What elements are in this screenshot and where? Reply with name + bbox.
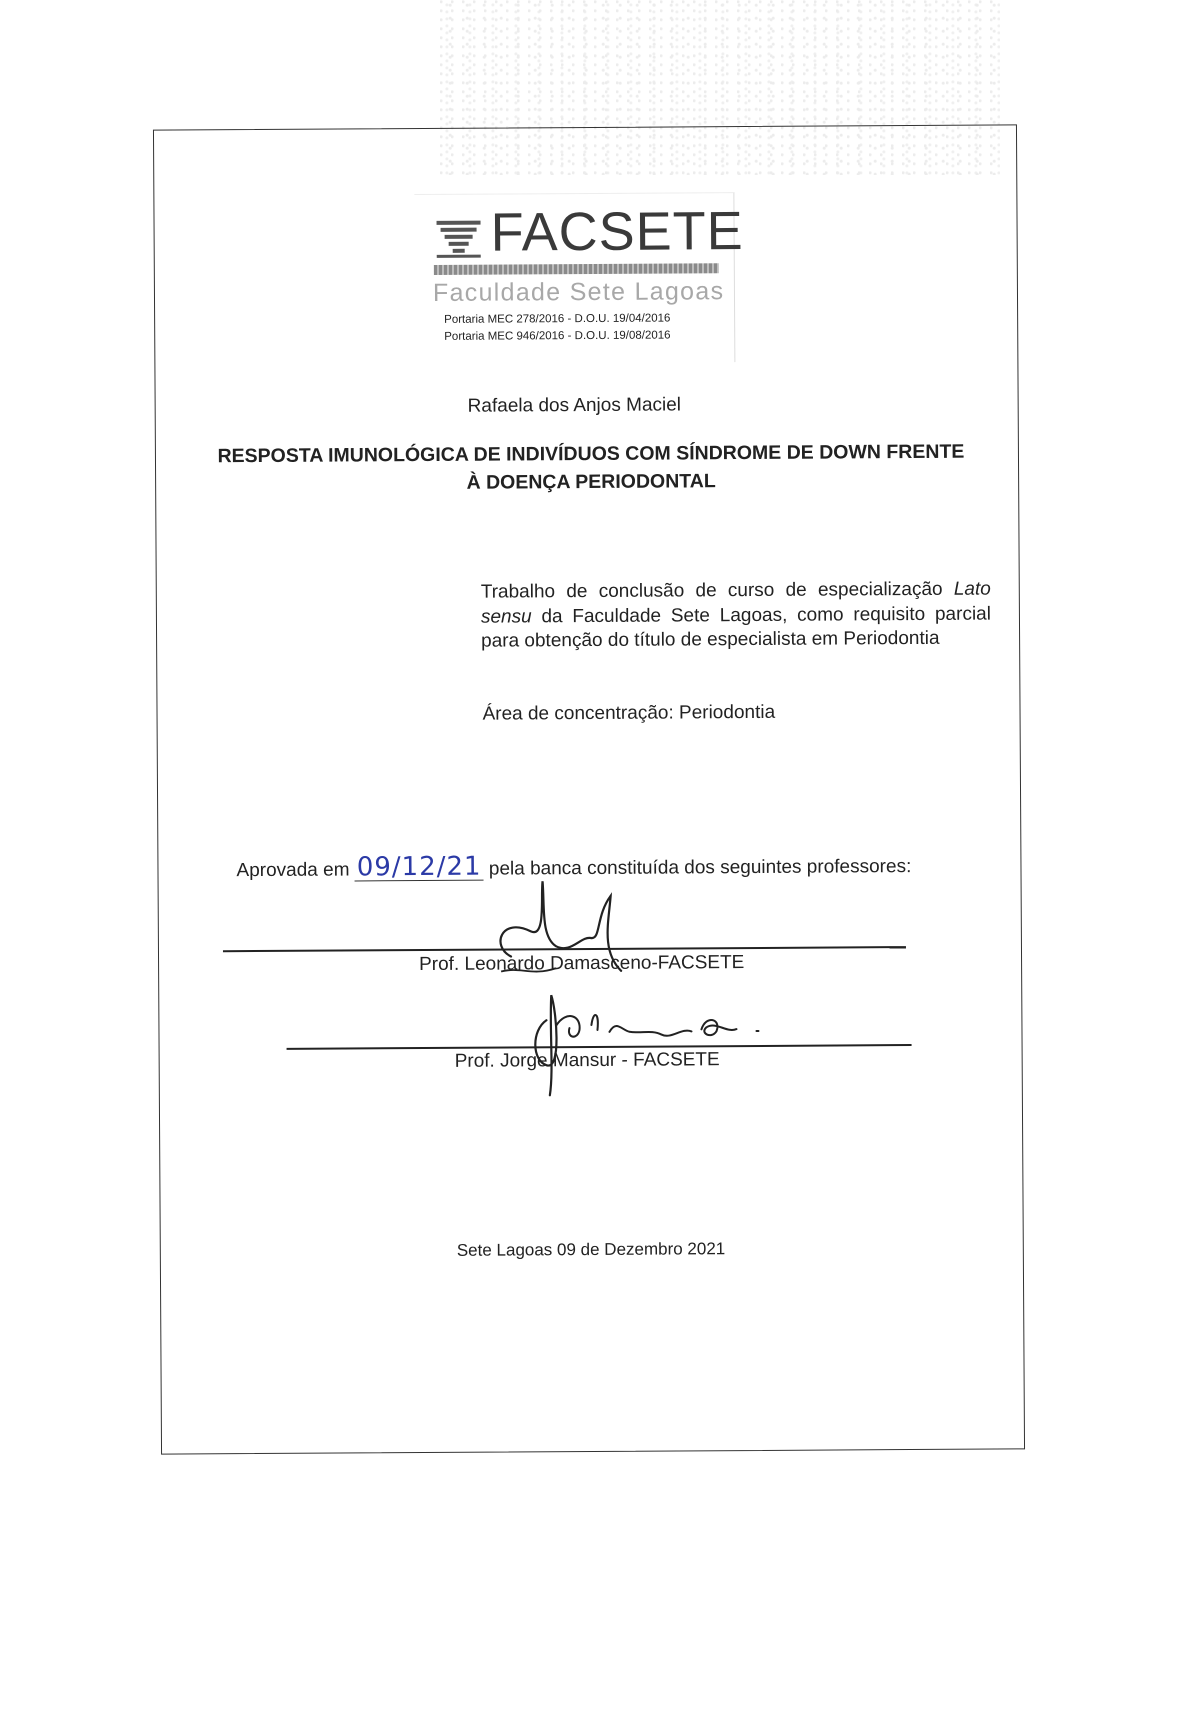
logo-subtitle: Faculdade Sete Lagoas — [432, 277, 725, 307]
author-name: Rafaela dos Anjos Maciel — [467, 394, 682, 417]
approval-prefix: Aprovada em — [236, 859, 350, 882]
handwritten-date: 09/12/21 — [356, 851, 482, 883]
description-text-2: da Faculdade Sete Lagoas, como requisito parcial para obtenção do título de especialista em Periodontia — [481, 603, 991, 653]
logo-wordmark: FACSETE — [490, 201, 744, 263]
description-text-1: Trabalho de conclusão de curso de especialização — [480, 578, 954, 603]
title-line-1: RESPOSTA IMUNOLÓGICA DE INDIVÍDUOS COM SÍNDROME DE DOWN FRENTE — [217, 440, 965, 468]
approval-suffix: pela banca constituída dos seguintes professores: — [488, 856, 912, 880]
signature-2-icon — [521, 989, 792, 1101]
concentration-area: Área de concentração: Periodontia — [482, 701, 776, 725]
portaria-line-2: Portaria MEC 946/2016 - D.O.U. 19/08/2016 — [444, 329, 671, 343]
title-line-2: À DOENÇA PERIODONTAL — [466, 470, 716, 495]
portaria-line-1: Portaria MEC 278/2016 - D.O.U. 19/04/2016 — [444, 312, 671, 326]
facsete-logo-icon — [435, 219, 483, 259]
thesis-description — [481, 578, 991, 655]
thesis-title — [181, 437, 1001, 499]
examiner-2: Prof. Jorge Mansur - FACSETE — [454, 1049, 720, 1072]
examiner-1: Prof. Leonardo Damasceno-FACSETE — [418, 952, 745, 976]
place-and-date: Sete Lagoas 09 de Dezembro 2021 — [456, 1239, 726, 1260]
logo-divider — [434, 263, 719, 275]
description-italic: Lato sensu — [480, 578, 991, 628]
